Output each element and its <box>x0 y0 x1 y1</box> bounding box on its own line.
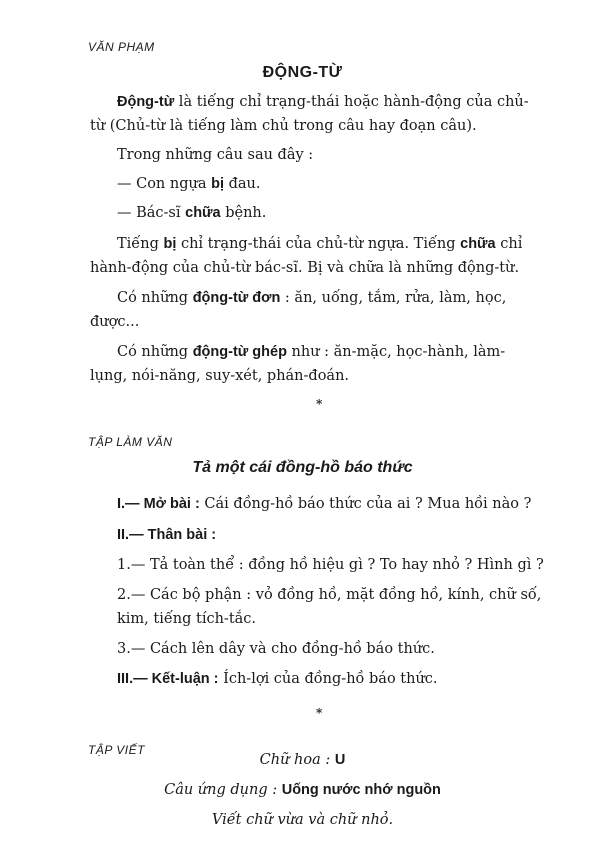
simple-verbs-line-2: được... <box>90 314 140 330</box>
simple-term: động-từ đơn <box>192 290 281 306</box>
expl-a: Tiếng <box>117 236 164 252</box>
section-divider-star-1: * <box>316 397 323 411</box>
item-1-text: Tả toàn thể : đồng hồ hiệu gì ? To hay nhỏ ? Hình gì ? <box>149 557 544 573</box>
item-2-text: Các bộ phận : vỏ đồng hồ, mặt đồng hồ, kính, chữ số, <box>149 587 542 603</box>
explanation-line-1 <box>117 236 522 252</box>
capital-value: U <box>334 752 346 768</box>
compound-pre: Có những <box>117 344 193 360</box>
applied-label: Câu ứng dụng : <box>164 782 282 798</box>
outline-conclusion-text: Ích-lợi của đồng-hồ báo thức. <box>218 671 438 687</box>
outline-body-item-1 <box>117 557 544 573</box>
expl-d: chữa <box>460 236 496 252</box>
example-2-post: bệnh. <box>220 205 267 221</box>
example-2 <box>117 205 266 221</box>
compound-verbs-line-1 <box>117 344 505 360</box>
outline-intro <box>117 496 531 512</box>
outline-conclusion-label: III.— Kết-luận : <box>117 671 219 687</box>
definition-line-1 <box>117 94 553 110</box>
capital-label: Chữ hoa : <box>259 752 335 768</box>
writing-instruction: Viết chữ vừa và chữ nhỏ. <box>211 812 394 828</box>
outline-intro-text: Cái đồng-hồ báo thức của ai ? Mua hồi nào ? <box>199 496 532 512</box>
outline-body-label <box>117 527 216 543</box>
outline-intro-label: I.— Mở bài : <box>117 496 200 512</box>
capital-letter-line <box>0 752 605 768</box>
example-1 <box>117 176 260 192</box>
definition-term: Động-từ <box>117 94 175 110</box>
definition-line-2: từ (Chủ-từ là tiếng làm chủ trong câu hay đoạn câu). <box>90 118 477 134</box>
outline-body-item-3 <box>117 641 435 657</box>
simple-verbs-line-1 <box>117 290 506 306</box>
compound-post: như : ăn-mặc, học-hành, làm- <box>286 344 506 360</box>
outline-body-heading: II.— Thân bài : <box>117 527 217 543</box>
definition-text: là tiếng chỉ trạng-thái hoặc hành-động của chủ- <box>174 94 529 110</box>
simple-post: : ăn, uống, tắm, rửa, làm, học, <box>280 290 507 306</box>
item-3-number: 3.— <box>117 641 150 657</box>
compound-verbs-line-2: lụng, nói-năng, suy-xét, phán-đoán. <box>90 368 350 384</box>
example-1-pre: — Con ngựa <box>117 176 212 192</box>
example-1-post: đau. <box>224 176 261 192</box>
expl-c: chỉ trạng-thái của chủ-từ ngựa. Tiếng <box>176 236 461 252</box>
grammar-title: ĐỘNG-TỪ <box>262 64 343 81</box>
section-label-grammar: VĂN PHẠM <box>88 40 155 54</box>
composition-title: Tả một cái đồng-hồ báo thức <box>192 459 413 476</box>
section-divider-star-2: * <box>316 706 323 720</box>
section-label-composition: TẬP LÀM VĂN <box>88 435 173 449</box>
item-2-number: 2.— <box>117 587 150 603</box>
expl-e: chỉ <box>495 236 523 252</box>
applied-value: Uống nước nhớ nguồn <box>281 782 441 798</box>
item-3-text: Cách lên dây và cho đồng-hồ báo thức. <box>149 641 435 657</box>
outline-body-item-2-cont: kim, tiếng tích-tắc. <box>117 611 257 627</box>
compound-term: động-từ ghép <box>192 344 287 360</box>
expl-b: bị <box>163 236 177 252</box>
outline-conclusion <box>117 671 438 687</box>
outline-body-item-2 <box>117 587 541 603</box>
example-2-pre: — Bác-sĩ <box>117 205 186 221</box>
example-2-verb: chữa <box>185 205 221 221</box>
simple-pre: Có những <box>117 290 193 306</box>
example-1-verb: bị <box>211 176 224 192</box>
applied-sentence-line <box>0 782 605 798</box>
intro-line: Trong những câu sau đây : <box>117 147 314 163</box>
explanation-line-2: hành-động của chủ-từ bác-sĩ. Bị và chữa là những động-từ. <box>90 260 520 276</box>
section-label-writing: TẬP VIẾT <box>88 743 145 757</box>
item-1-number: 1.— <box>117 557 150 573</box>
